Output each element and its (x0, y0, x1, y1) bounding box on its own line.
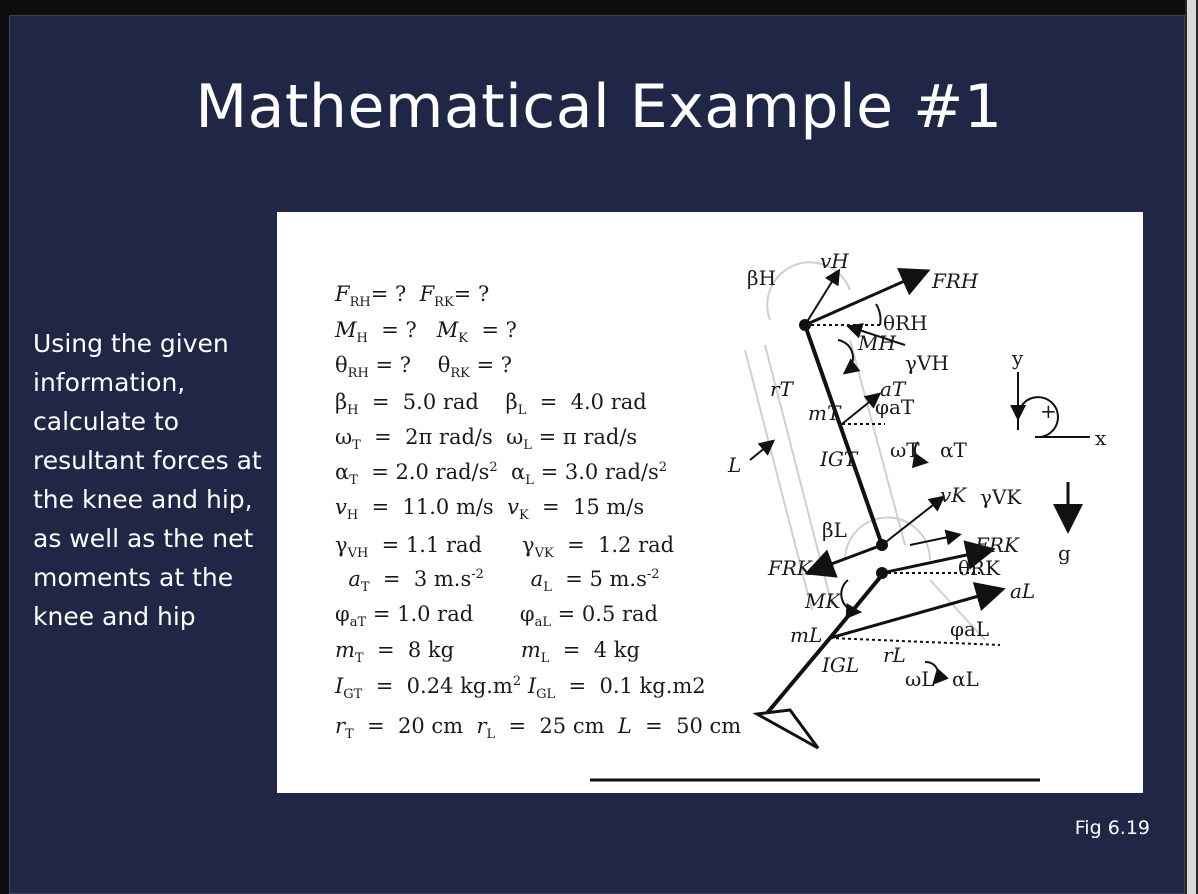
l-arrow (750, 442, 772, 460)
phi-at-label: φaT (875, 395, 915, 419)
l-label: L (728, 453, 742, 477)
eq-gamma: $\gamma_{VH} = 1.1$ rad $\gamma_{VK} = 1.2$ rad (335, 533, 675, 562)
beta-h-label: βH (747, 266, 777, 290)
alpha-t-label: αT (940, 438, 967, 462)
eq-theta: $\theta_{RH}$ = ? $\theta_{RK}$ = ? (335, 353, 513, 382)
rt-label: rT (770, 377, 793, 401)
alpha-l-label: αL (952, 667, 979, 691)
frk-left-label: FRK (768, 556, 812, 580)
eq-phi: $\varphi_{aT} = 1.0$ rad $\varphi_{aL} = 0.5$ rad (335, 602, 659, 631)
at-arrow (842, 395, 878, 424)
rl-label: rL (883, 643, 906, 667)
y-axis-label: y (1012, 346, 1024, 370)
igl-label: IGL (822, 653, 860, 677)
at-label: aT (880, 377, 906, 401)
figure-caption: Fig 6.19 (1074, 817, 1150, 839)
gamma-vh-label: γVH (905, 351, 949, 375)
eq-moments: $M_H$ = ? $M_K$ = ? (335, 318, 517, 347)
g-label: g (1058, 541, 1071, 565)
omega-t-label: ωT (890, 438, 920, 462)
eq-accel: $a_T = 3$ $m.s^{-2}$ $a_L = 5$ $m.s^{-2}$ (348, 567, 660, 596)
theta-rh-arc (876, 304, 880, 325)
eq-lengths: $r_T = 20$ cm $r_L = 25$ cm L = 50 cm (335, 714, 742, 743)
eq-mass: $m_T = 8$ kg $m_L = 4$ kg (335, 638, 640, 667)
instruction-text: Using the given information, calculate to resultant forces at the knee and hip, as well as the net moments at the knee and hip (33, 329, 262, 631)
frh-label: FRH (932, 269, 979, 293)
eq-inertia: $I_{GT} = 0.24$ $kg.m^2$ $I_{GL} = 0.1$ kg.m2 (335, 674, 706, 703)
phi-al-label: φaL (950, 617, 990, 641)
eq-velocity: $v_H = 11.0$ m/s $v_K = 15$ m/s (335, 495, 645, 524)
beta-l-label: βL (822, 518, 847, 542)
mh-label: MH (858, 331, 896, 355)
omega-l-label: ωL (905, 667, 935, 691)
vk-label: vK (940, 483, 967, 507)
eq-alpha: $\alpha_T = 2.0$ rad/$s^2$ $\alpha_L = 3.0$ rad/$s^2$ (335, 460, 668, 489)
ml-label: mL (790, 623, 823, 647)
theta-rk-label: θRK (958, 556, 1001, 580)
frk-right-label: FRK (975, 533, 1019, 557)
vh-label: vH (820, 249, 849, 273)
slide-title: Mathematical Example #1 (195, 72, 1003, 142)
eq-omega: $\omega_T = 2\pi$ rad/s $\omega_L = \pi$ rad/s (335, 425, 638, 454)
al-label: aL (1010, 579, 1036, 603)
plus-label: + (1040, 399, 1057, 423)
eq-beta: $\beta_H = 5.0$ rad $\beta_L = 4.0$ rad (335, 390, 647, 419)
igt-label: IGT (820, 447, 858, 471)
eq-forces: $F_{RH}=$ ? $F_{RK}=$ ? (335, 282, 490, 311)
mt-label: mT (808, 401, 841, 425)
gamma-vk-label: γVK (980, 485, 1022, 509)
x-axis-label: x (1095, 426, 1107, 450)
theta-rh-label: θRH (883, 311, 928, 335)
gamma-vk-arrow (910, 535, 958, 545)
mk-label: MK (805, 589, 841, 613)
vk-arrow (882, 498, 942, 545)
